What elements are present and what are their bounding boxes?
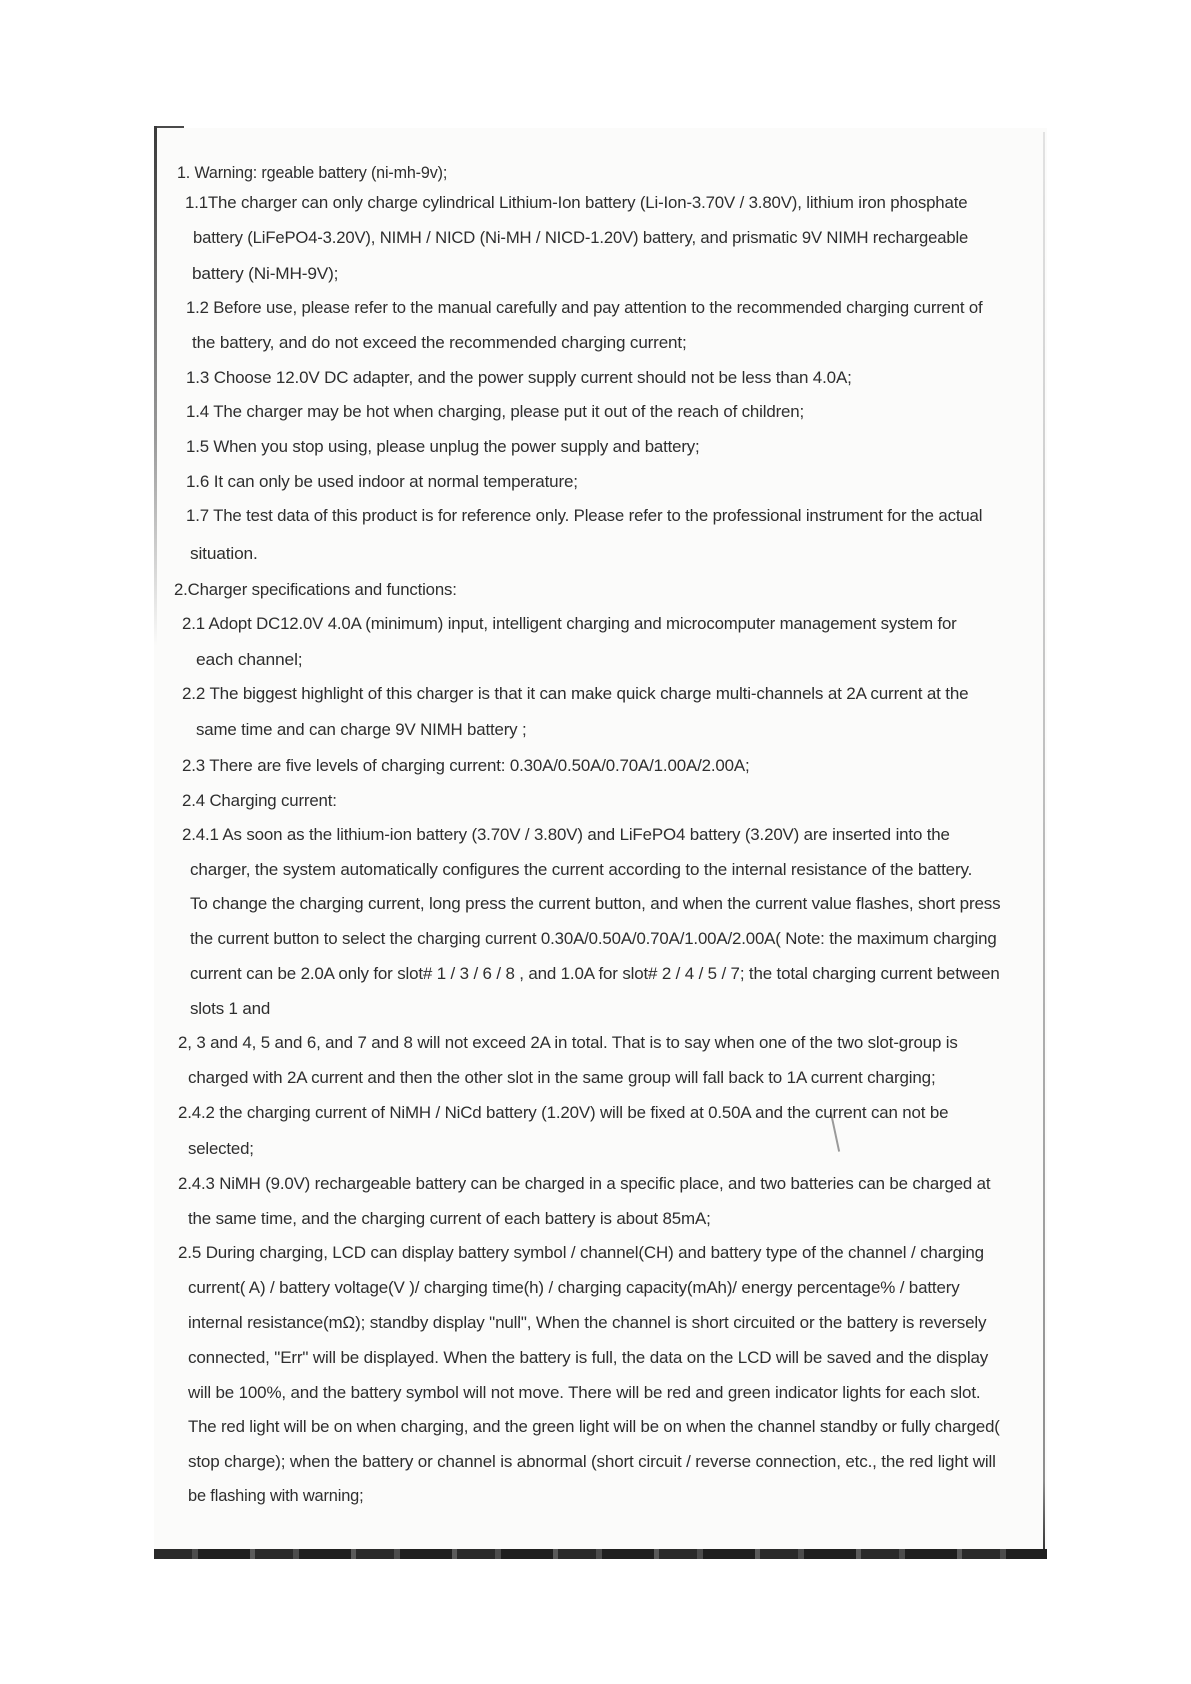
item-2-4-3-line-1: 2.4.3 NiMH (9.0V) rechargeable battery can be charged in a specific place, and two batteries can be charged at <box>178 1175 991 1193</box>
item-1-4: 1.4 The charger may be hot when charging, please put it out of the reach of children; <box>186 403 805 421</box>
page-edge-top <box>154 126 184 128</box>
item-2-3: 2.3 There are five levels of charging current: 0.30A/0.50A/0.70A/1.00A/2.00A; <box>182 757 750 775</box>
page-edge-right <box>1043 132 1045 1552</box>
item-2-4-1-line-4: the current button to select the charging current 0.30A/0.50A/0.70A/1.00A/2.00A( Note: the maximum charging <box>190 930 997 948</box>
item-2-4-1-line-2: charger, the system automatically configures the current according to the internal resistance of the battery. <box>190 861 973 879</box>
item-2-5-line-7: stop charge); when the battery or channel is abnormal (short circuit / reverse connection, etc., the red light will <box>188 1453 996 1471</box>
item-2-4-3-line-2: the same time, and the charging current of each battery is about 85mA; <box>188 1210 711 1228</box>
item-2-5-line-6: The red light will be on when charging, and the green light will be on when the channel standby or fully charged( <box>188 1418 1000 1436</box>
item-2-2-line-2: same time and can charge 9V NIMH battery ; <box>196 721 527 739</box>
item-2-5-line-1: 2.5 During charging, LCD can display battery symbol / channel(CH) and battery type of the channel / charging <box>178 1244 984 1262</box>
item-1-2-line-2: the battery, and do not exceed the recommended charging current; <box>192 334 687 352</box>
item-2-4-1-line-8: charged with 2A current and then the other slot in the same group will fall back to 1A current charging; <box>188 1069 936 1087</box>
item-2-4-1-line-6: slots 1 and <box>190 1000 271 1018</box>
page-bottom-edge <box>154 1549 1047 1559</box>
item-1-5: 1.5 When you stop using, please unplug the power supply and battery; <box>186 438 700 456</box>
item-2-4-1-line-3: To change the charging current, long press the current button, and when the current value flashes, short press <box>190 895 1001 913</box>
item-1-1-line-1: 1.1The charger can only charge cylindrical Lithium-Ion battery (Li-Ion-3.70V / 3.80V), lithium iron phosphate <box>185 194 968 212</box>
item-2-5-line-5: will be 100%, and the battery symbol will not move. There will be red and green indicator lights for each slot. <box>188 1384 981 1402</box>
item-2-5-line-4: connected, "Err" will be displayed. When the battery is full, the data on the LCD will be saved and the display <box>188 1349 989 1367</box>
item-2-5-line-3: internal resistance(mΩ); standby display "null", When the channel is short circuited or the battery is reversely <box>188 1314 987 1332</box>
section-2-heading: 2.Charger specifications and functions: <box>174 581 457 599</box>
item-2-4-2-line-1: 2.4.2 the charging current of NiMH / NiCd battery (1.20V) will be fixed at 0.50A and the current can not be <box>178 1104 949 1122</box>
page-edge-left <box>154 126 157 646</box>
item-1-7-line-1: 1.7 The test data of this product is for reference only. Please refer to the professional instrument for the actual <box>186 507 983 525</box>
item-2-5-line-8: be flashing with warning; <box>188 1487 364 1505</box>
item-2-4-1-line-1: 2.4.1 As soon as the lithium-ion battery (3.70V / 3.80V) and LiFePO4 battery (3.20V) are inserted into the <box>182 826 950 844</box>
item-2-4-1-line-5: current can be 2.0A only for slot# 1 / 3 / 6 / 8 , and 1.0A for slot# 2 / 4 / 5 / 7; the total charging current between <box>190 965 1000 983</box>
item-1-1-line-3: battery (Ni-MH-9V); <box>192 265 339 283</box>
section-1-heading: 1. Warning: rgeable battery (ni-mh-9v); <box>177 164 448 182</box>
item-2-5-line-2: current( A) / battery voltage(V )/ charging time(h) / charging capacity(mAh)/ energy percentage% / battery <box>188 1279 960 1297</box>
item-2-4-1-line-7: 2, 3 and 4, 5 and 6, and 7 and 8 will not exceed 2A in total. That is to say when one of the two slot-group is <box>178 1034 958 1052</box>
item-1-1-line-2: battery (LiFePO4-3.20V), NIMH / NICD (Ni-MH / NICD-1.20V) battery, and prismatic 9V NIMH rechargeable <box>193 229 969 247</box>
item-2-4-heading: 2.4 Charging current: <box>182 792 337 810</box>
item-1-6: 1.6 It can only be used indoor at normal temperature; <box>186 473 578 491</box>
item-2-1-line-2: each channel; <box>196 651 303 669</box>
item-1-2-line-1: 1.2 Before use, please refer to the manual carefully and pay attention to the recommended charging current of <box>186 299 983 317</box>
item-2-1-line-1: 2.1 Adopt DC12.0V 4.0A (minimum) input, intelligent charging and microcomputer management system for <box>182 615 957 633</box>
item-2-2-line-1: 2.2 The biggest highlight of this charger is that it can make quick charge multi-channels at 2A current at the <box>182 685 969 703</box>
item-1-3: 1.3 Choose 12.0V DC adapter, and the power supply current should not be less than 4.0A; <box>186 369 852 387</box>
item-1-7-line-2: situation. <box>190 545 258 563</box>
item-2-4-2-line-2: selected; <box>188 1140 254 1158</box>
